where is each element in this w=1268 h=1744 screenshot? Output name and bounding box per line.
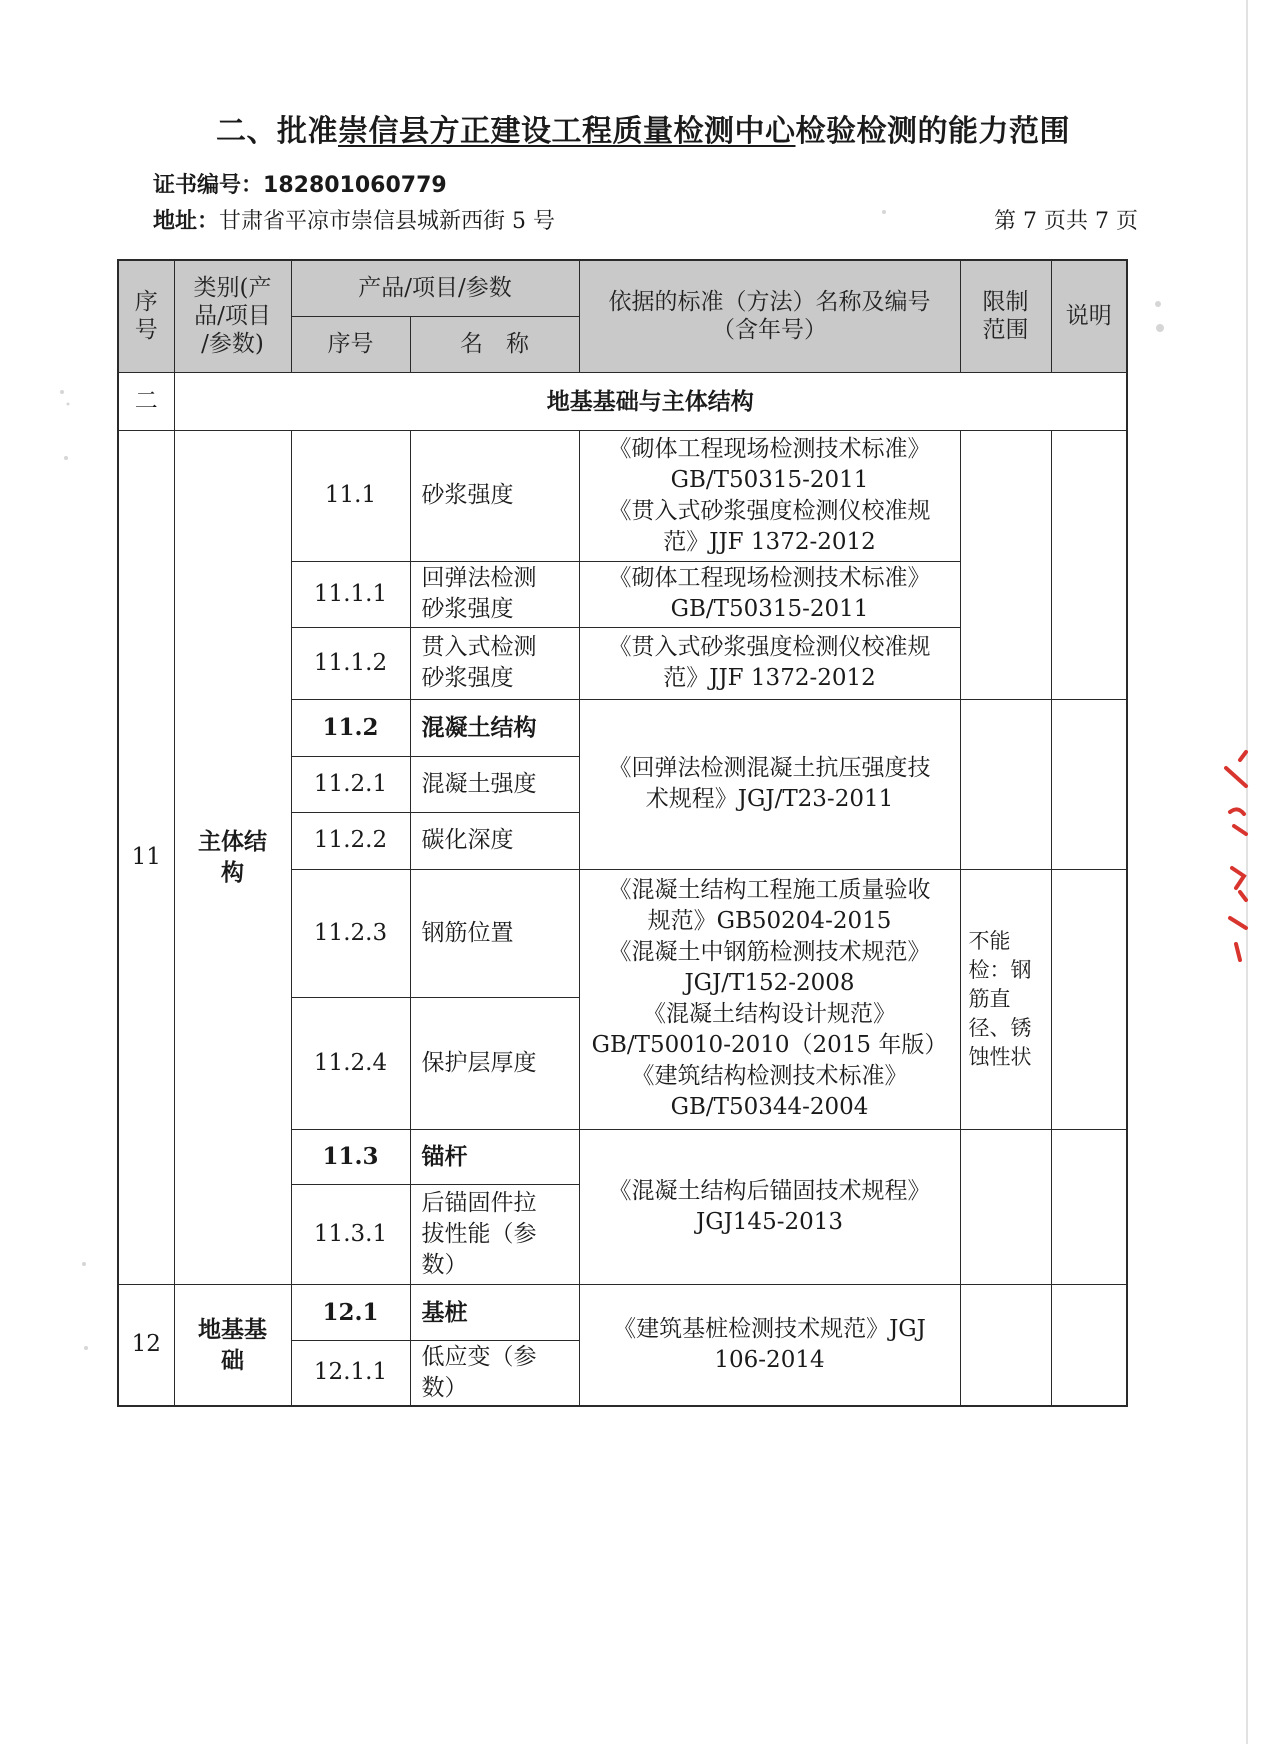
row-item-seq: 12.1 xyxy=(291,1284,410,1340)
row-standard: 《建筑基桩检测技术规范》JGJ 106-2014 xyxy=(579,1284,960,1406)
address-label: 地址： xyxy=(153,208,220,234)
certificate-label: 证书编号： xyxy=(153,172,264,198)
note-cell xyxy=(1051,699,1127,869)
row-item-seq: 11.1 xyxy=(291,430,410,561)
row-standard: 《混凝土结构后锚固技术规程》 JGJ145-2013 xyxy=(579,1129,960,1284)
address-value: 甘肃省平凉市崇信县城新西街 5 号 xyxy=(219,209,556,234)
group-category: 主体结 构 xyxy=(174,430,291,1284)
note-cell xyxy=(1051,1284,1127,1406)
row-item-seq: 11.2.1 xyxy=(291,756,410,812)
row-item-seq: 11.2.2 xyxy=(291,812,410,869)
note-cell xyxy=(1051,1129,1127,1284)
red-seal-fragment xyxy=(1226,752,1246,960)
header-standard: 依据的标准（方法）名称及编号 （含年号） xyxy=(579,260,960,372)
row-standard: 《砌体工程现场检测技术标准》 GB/T50315-2011 《贯入式砂浆强度检测仪校准规 范》JJF 1372-2012 xyxy=(579,430,960,561)
capability-table xyxy=(117,259,1128,1407)
section-title: 地基基础与主体结构 xyxy=(174,372,1127,430)
certificate-number: 182801060779 xyxy=(263,173,447,198)
row-item-name: 碳化深度 xyxy=(410,812,579,869)
title-prefix: 二、批准 xyxy=(216,114,338,149)
header-row xyxy=(118,260,1127,316)
section-row xyxy=(118,372,1127,430)
row-item-name: 锚杆 xyxy=(410,1129,579,1184)
limit-cell xyxy=(960,1284,1051,1406)
row-standard: 《贯入式砂浆强度检测仪校准规 范》JJF 1372-2012 xyxy=(579,627,960,699)
row-item-seq: 11.1.2 xyxy=(291,627,410,699)
limit-cell: 不能 检：钢 筋直 径、锈 蚀性状 xyxy=(960,869,1051,1129)
note-cell xyxy=(1051,869,1127,1129)
row-item-seq: 11.2 xyxy=(291,699,410,756)
table-row xyxy=(118,1284,1127,1340)
table-row xyxy=(118,430,1127,561)
row-item-seq: 11.3 xyxy=(291,1129,410,1184)
limit-cell xyxy=(960,699,1051,869)
row-item-name: 混凝土结构 xyxy=(410,699,579,756)
row-item-seq: 11.2.3 xyxy=(291,869,410,997)
row-item-name: 低应变（参 数） xyxy=(410,1340,579,1406)
header-category: 类别(产 品/项目 /参数) xyxy=(174,260,291,372)
row-item-seq: 11.3.1 xyxy=(291,1184,410,1284)
row-item-seq: 12.1.1 xyxy=(291,1340,410,1406)
group-category: 地基基 础 xyxy=(174,1284,291,1406)
row-item-name: 基桩 xyxy=(410,1284,579,1340)
row-standard: 《砌体工程现场检测技术标准》 GB/T50315-2011 xyxy=(579,561,960,627)
header-item-name: 名 称 xyxy=(410,316,579,372)
limit-cell xyxy=(960,430,1051,699)
limit-cell xyxy=(960,1129,1051,1284)
header-limit: 限制 范围 xyxy=(960,260,1051,372)
title-organization: 崇信县方正建设工程质量检测中心 xyxy=(338,114,796,149)
row-item-name: 回弹法检测 砂浆强度 xyxy=(410,561,579,627)
title-suffix: 检验检测的能力范围 xyxy=(795,114,1070,149)
row-standard: 《回弹法检测混凝土抗压强度技 术规程》JGJ/T23-2011 xyxy=(579,699,960,869)
row-item-seq: 11.1.1 xyxy=(291,561,410,627)
row-item-name: 后锚固件拉 拔性能（参 数） xyxy=(410,1184,579,1284)
header-seq: 序 号 xyxy=(118,260,174,372)
section-seq: 二 xyxy=(118,372,174,430)
header-note: 说明 xyxy=(1051,260,1127,372)
page-title xyxy=(216,106,1070,150)
page-number: 第 7 页共 7 页 xyxy=(994,209,1138,234)
header-item-seq: 序号 xyxy=(291,316,410,372)
certificate-number-line xyxy=(153,168,447,199)
address-line xyxy=(153,204,555,235)
note-cell xyxy=(1051,430,1127,699)
row-standard: 《混凝土结构工程施工质量验收 规范》GB50204-2015 《混凝土中钢筋检测技术规范》 JGJ/T152-2008 《混凝土结构设计规范》 GB/T50010-2010（2015 年版） 《建筑结构检测技术标准》 GB/T50344-2004 xyxy=(579,869,960,1129)
row-item-name: 混凝土强度 xyxy=(410,756,579,812)
group-seq: 12 xyxy=(118,1284,174,1406)
row-item-name: 贯入式检测 砂浆强度 xyxy=(410,627,579,699)
row-item-name: 钢筋位置 xyxy=(410,869,579,997)
header-product-group: 产品/项目/参数 xyxy=(291,260,579,316)
row-item-seq: 11.2.4 xyxy=(291,997,410,1129)
group-seq: 11 xyxy=(118,430,174,1284)
row-item-name: 砂浆强度 xyxy=(410,430,579,561)
row-item-name: 保护层厚度 xyxy=(410,997,579,1129)
